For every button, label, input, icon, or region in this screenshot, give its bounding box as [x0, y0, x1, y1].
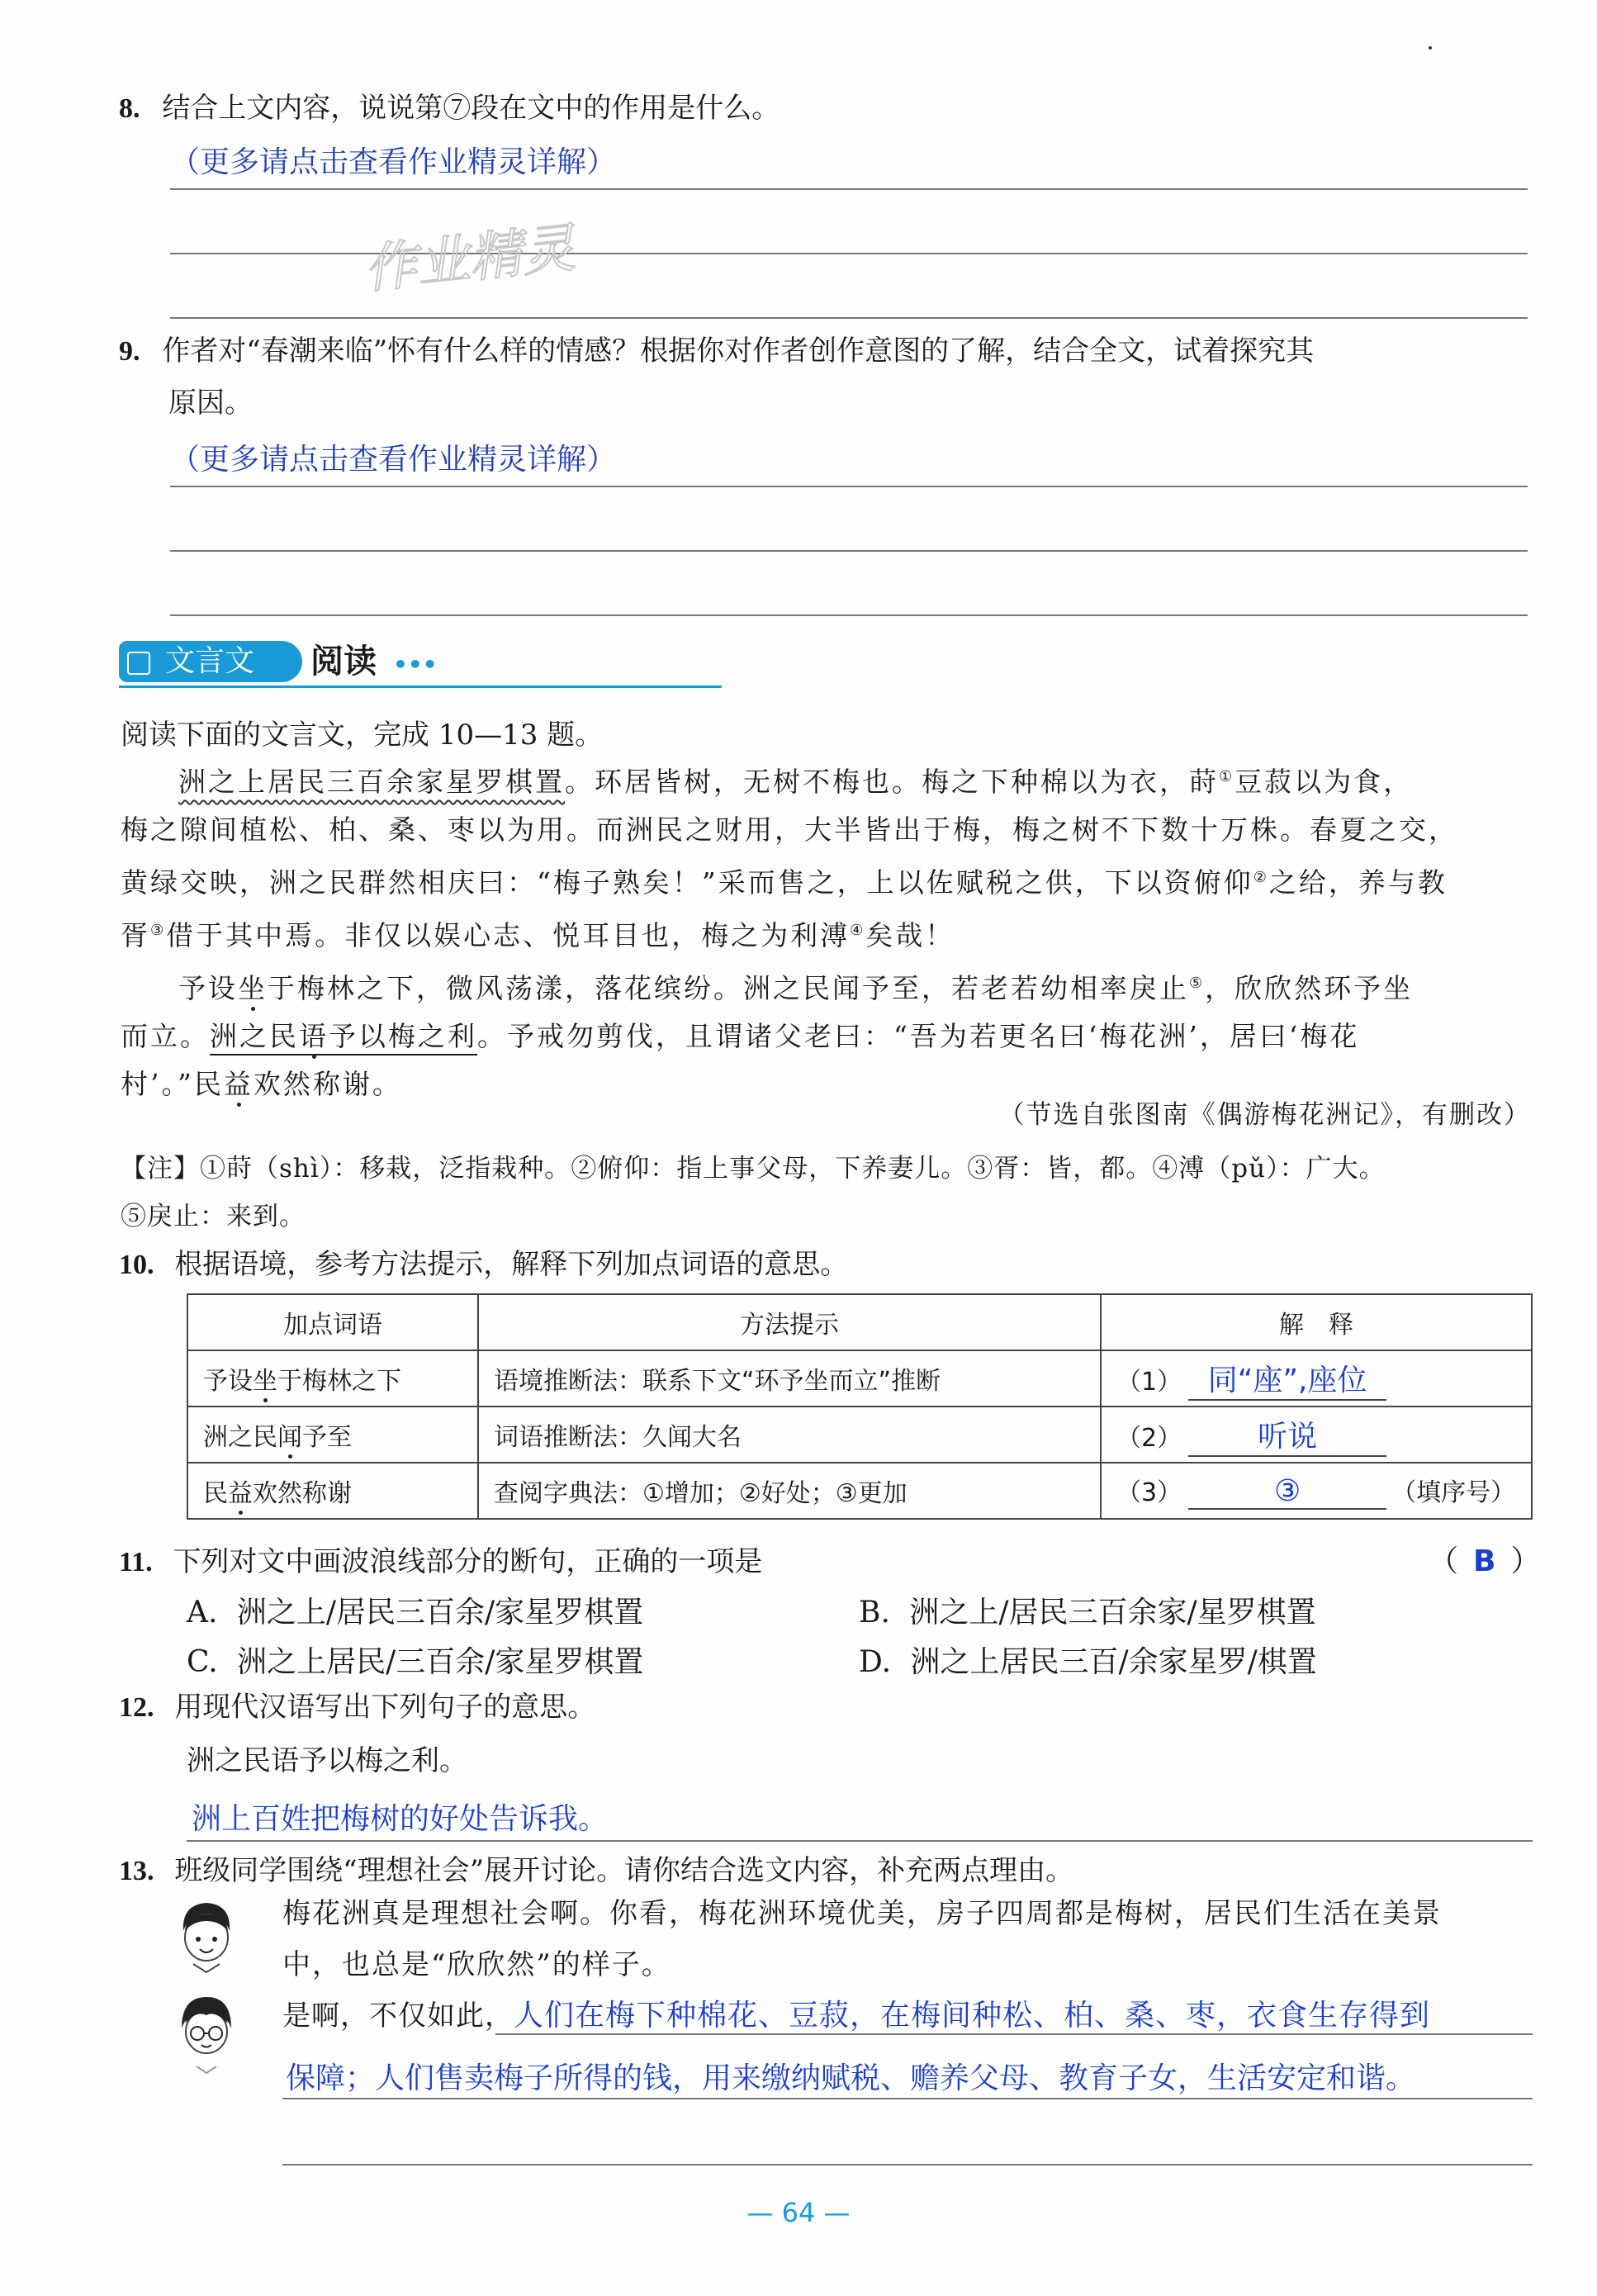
answer-line	[282, 2164, 1533, 2166]
question-8	[119, 89, 780, 128]
question-13	[119, 1852, 1073, 1890]
student-avatar-girl-icon	[173, 1990, 239, 2081]
passage-notes: 【注】①莳（shì）：移栽，泛指栽种。②俯仰：指上事父母，下养妻儿。③胥：皆，都。④溥（pǔ）：广大。 ⑤戾止：来到。	[121, 1154, 1386, 1231]
watermark: 作业精灵	[361, 217, 578, 301]
table-header: 方法提示	[478, 1294, 1101, 1350]
underlined-sentence: 洲之民语予以梅之利	[210, 1020, 477, 1052]
option-b[interactable]: B. 洲之上/居民三百余家/星罗棋置	[859, 1596, 1316, 1629]
answer-line	[170, 188, 1528, 190]
passage-line: 梅之隙间植松、柏、桑、枣以为用。而洲民之财用，大半皆出于梅，梅之树不下数十万株。春夏之交，	[121, 814, 1458, 846]
question-12	[119, 1688, 595, 1727]
question-number: 12.	[119, 1692, 154, 1723]
section-tag: 文言文	[119, 641, 302, 682]
section-dots: •••	[392, 651, 438, 678]
method-table	[187, 1293, 1533, 1520]
question-number: 9.	[119, 336, 140, 367]
question-number: 13.	[119, 1856, 154, 1886]
answer-line	[170, 614, 1528, 616]
question-text: 用现代汉语写出下列句子的意思。	[174, 1691, 596, 1724]
passage-line: 洲之上居民三百余家星罗棋置。环居皆树，无树不梅也。梅之下种棉以为衣，莳①豆菽以为食，	[178, 766, 1414, 798]
question-11	[119, 1543, 762, 1582]
answer-blank[interactable]: ③	[1188, 1474, 1386, 1510]
question-9	[119, 332, 1533, 422]
answer-bracket: （ B ）	[1429, 1544, 1541, 1578]
page-number: — 64 —	[746, 2197, 851, 2228]
passage-source: （节选自张图南《偶游梅花洲记》，有删改）	[998, 1100, 1531, 1130]
q9-detail-link[interactable]: （更多请点击查看作业精灵详解）	[170, 443, 617, 477]
passage-line: 而立。洲之民语予以梅之利。予戒勿剪伐，且谓诸父老曰：“吾为若更名曰‘梅花洲’，居曰‘梅花	[121, 1020, 1360, 1052]
student-avatar-boy-icon	[173, 1898, 239, 1981]
table-header: 加点词语	[187, 1294, 478, 1350]
table-header: 解 释	[1101, 1294, 1532, 1350]
q12-answer[interactable]: 洲上百姓把梅树的好处告诉我。	[192, 1802, 609, 1836]
dotted-word: 益	[223, 1068, 254, 1100]
question-text: 班级同学围绕“理想社会”展开讨论。请你结合选文内容，补充两点理由。	[174, 1854, 1074, 1887]
passage-line: 村’。”民益欢然称谢。	[121, 1068, 402, 1100]
speaker1-text: 梅花洲真是理想社会啊。你看，梅花洲环境优美，房子四周都是梅树，居民们生活在美景 中，也总是“欣欣然”的样子。	[282, 1897, 1442, 1981]
passage-line: 黄绿交映，洲之民群然相庆曰：“梅子熟矣！”采而售之，上以佐赋税之供，下以资俯仰②之给，养与教	[121, 866, 1448, 899]
answer-blank[interactable]: 听说	[1188, 1413, 1386, 1457]
table-row: 民益欢然称谢 查阅字典法：①增加；②好处；③更加 （3） ③ （填序号）	[187, 1463, 1532, 1519]
tag-icon	[127, 652, 150, 675]
option-d[interactable]: D. 洲之上居民三百/余家星罗/棋置	[859, 1645, 1317, 1679]
question-10	[119, 1245, 848, 1284]
answer-line	[170, 486, 1528, 487]
speaker2-text: 是啊，不仅如此，人们在梅下种棉花、豆菽，在梅间种松、柏、桑、枣，衣食生存得到	[282, 1999, 1431, 2033]
corner-mark	[1429, 46, 1432, 50]
section-title: 阅读 •••	[310, 643, 438, 681]
passage-line: 胥③借于其中焉。非仅以娱心志、悦耳目也，梅之为利溥④矣哉！	[121, 919, 955, 951]
dotted-word: 坐	[238, 972, 268, 1004]
question-number: 10.	[119, 1250, 154, 1280]
question-number: 8.	[119, 93, 140, 124]
question-number: 11.	[119, 1547, 153, 1577]
question-text: 根据语境，参考方法提示，解释下列加点词语的意思。	[174, 1248, 849, 1281]
answer-line	[282, 2098, 1533, 2099]
option-a[interactable]: A. 洲之上/居民三百余/家星罗棋置	[187, 1596, 644, 1629]
answer-line	[187, 1840, 1533, 1842]
table-row: 洲之民闻予至 词语推断法：久闻大名 （2） 听说	[187, 1407, 1532, 1463]
passage	[121, 753, 1536, 1108]
q8-detail-link[interactable]: （更多请点击查看作业精灵详解）	[170, 145, 617, 179]
q13-answer-line2[interactable]: 保障；人们售卖梅子所得的钱，用来缴纳赋税、赡养父母、教育子女，生活安定和谐。	[286, 2061, 1416, 2095]
translate-sentence: 洲之民语予以梅之利。	[187, 1744, 467, 1777]
answer-line	[495, 2033, 1533, 2035]
passage-line: 予设坐于梅林之下，微风荡漾，落花缤纷。洲之民闻予至，若老若幼相率戾止⑤，欣欣然环予坐	[178, 972, 1414, 1004]
answer-blank[interactable]: 同“座”,座位	[1188, 1357, 1386, 1401]
q13-answer-line1[interactable]: 人们在梅下种棉花、豆菽，在梅间种松、柏、桑、枣，衣食生存得到	[514, 1999, 1431, 2033]
option-c[interactable]: C. 洲之上居民/三百余/家星罗棋置	[187, 1645, 644, 1679]
wavy-sentence: 洲之上居民三百余家星罗棋置	[178, 766, 565, 798]
section-underline	[119, 685, 722, 688]
choice-answer[interactable]: B	[1473, 1544, 1496, 1578]
question-text-line1: 作者对“春潮来临”怀有什么样的情感？根据你对作者创作意图的了解，结合全文，试着探究其	[162, 334, 1315, 368]
reading-intro: 阅读下面的文言文，完成 10—13 题。	[121, 719, 604, 752]
table-header-row	[187, 1294, 1532, 1350]
answer-line	[170, 550, 1528, 552]
question-text-line2: 原因。	[168, 387, 253, 420]
answer-line	[170, 317, 1528, 319]
question-text: 下列对文中画波浪线部分的断句，正确的一项是	[173, 1545, 763, 1578]
section-header	[119, 638, 722, 687]
table-row: 予设坐于梅林之下 语境推断法：联系下文“环予坐而立”推断 （1） 同“座”,座位	[187, 1350, 1532, 1407]
question-text: 结合上文内容，说说第⑦段在文中的作用是什么。	[162, 92, 780, 125]
